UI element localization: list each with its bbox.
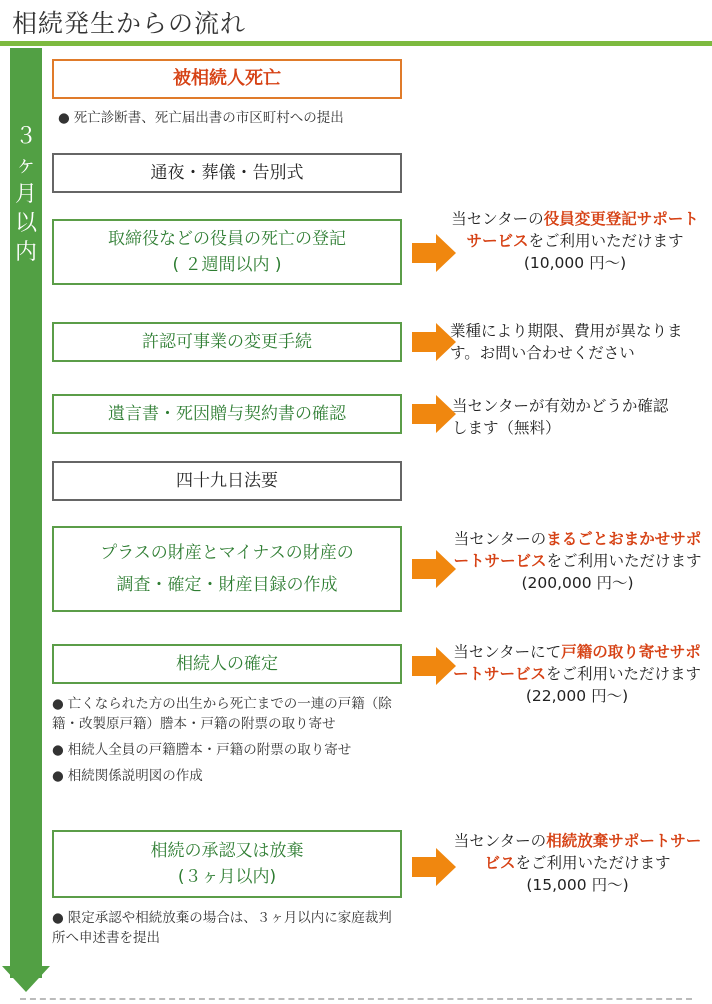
step-assets-line1: プラスの財産とマイナスの財産の [100, 543, 354, 563]
side-will: 当センターが有効かどうか確認します（無料） [452, 397, 669, 437]
side-heirs-price: (22,000 円〜) [525, 687, 629, 705]
list-item [52, 740, 400, 760]
step-acceptance-label: 相続の承認又は放棄 [150, 841, 304, 861]
side-permit: 業種により期限、費用が異なります。お問い合わせください [450, 322, 683, 362]
side-officer-post: をご利用いただけます [528, 232, 684, 250]
step-officer-deadline: ( ２週間以内 ) [172, 255, 282, 275]
side-acceptance-post: をご利用いただけます [515, 854, 671, 872]
side-heirs-service: 戸籍の取り寄せサポートサービス [452, 643, 701, 683]
side-acceptance-price: (15,000 円〜) [526, 876, 629, 894]
side-heirs [448, 641, 706, 707]
step-funeral-label: 通夜・葬儀・告別式 [150, 163, 304, 183]
side-heirs-pre: 当センターにて [453, 643, 562, 661]
timeline-char: ヶ [14, 153, 37, 178]
heirs-notes [52, 694, 400, 786]
death-note [58, 108, 408, 128]
side-officer-pre: 当センターの [451, 210, 544, 228]
side-acceptance-service: 相続放棄サポートサービス [484, 832, 702, 872]
timeline-char: 以 [14, 211, 37, 236]
step-acceptance-deadline: (３ヶ月以内) [177, 867, 277, 887]
acceptance-note-text: 限定承認や相続放棄の場合は、３ヶ月以内に家庭裁判所へ申述書を提出 [52, 910, 392, 946]
page-title: 相続発生からの流れ [12, 9, 247, 38]
list-item [52, 694, 400, 734]
bullet-icon: ● [52, 696, 64, 712]
step-funeral [52, 153, 402, 193]
side-officer [450, 208, 700, 274]
step-will-label: 遺言書・死因贈与契約書の確認 [108, 404, 346, 424]
death-note-text: 死亡診断書、死亡届出書の市区町村への提出 [73, 110, 344, 126]
side-officer-service: 役員変更登記サポートサービス [466, 210, 699, 250]
step-officer-registration [52, 219, 402, 285]
title-underline [0, 41, 712, 46]
side-assets-post: をご利用いただけます [546, 552, 702, 570]
heirs-note-2: 相続人全員の戸籍謄本・戸籍の附票の取り寄せ [67, 742, 352, 758]
heirs-note-1: 亡くなられた方の出生から死亡までの一連の戸籍（除籍・改製原戸籍）謄本・戸籍の附票の取り寄せ [52, 696, 392, 732]
arrow-right-icon [412, 395, 456, 433]
bullet-icon: ● [52, 910, 64, 926]
bullet-icon: ● [52, 742, 64, 758]
step-heirs-label: 相続人の確定 [176, 654, 278, 674]
step-memorial [52, 461, 402, 501]
heirs-note-3: 相続関係説明図の作成 [67, 768, 203, 784]
side-heirs-post: をご利用いただけます [546, 665, 702, 683]
timeline-char: 内 [14, 240, 37, 265]
step-memorial-label: 四十九日法要 [176, 471, 278, 491]
timeline-label [10, 122, 42, 267]
step-death-label: 被相続人死亡 [173, 68, 281, 89]
side-assets-pre: 当センターの [453, 530, 547, 548]
step-officer-label: 取締役などの役員の死亡の登記 [108, 229, 346, 249]
timeline-char: 月 [14, 182, 37, 207]
acceptance-note [52, 908, 400, 948]
side-officer-price: (10,000 円〜) [523, 254, 627, 272]
side-assets [450, 528, 705, 594]
step-permit-label: 許認可事業の変更手続 [142, 332, 312, 352]
bullet-icon: ● [52, 768, 64, 784]
timeline-arrow-head [2, 966, 50, 992]
step-assets-line2: 調査・確定・財産目録の作成 [116, 575, 338, 595]
step-will [52, 394, 402, 434]
step-acceptance [52, 830, 402, 898]
timeline-char: ３ [14, 124, 37, 149]
side-acceptance [450, 830, 705, 896]
step-heirs [52, 644, 402, 684]
step-death [52, 59, 402, 99]
bottom-divider [20, 998, 692, 1000]
side-assets-service: まるごとおまかせサポートサービス [453, 530, 702, 570]
list-item [52, 766, 400, 786]
side-assets-price: (200,000 円〜) [521, 574, 634, 592]
bullet-icon: ● [58, 110, 70, 126]
step-permit [52, 322, 402, 362]
step-assets [52, 526, 402, 612]
side-acceptance-pre: 当センターの [453, 832, 547, 850]
